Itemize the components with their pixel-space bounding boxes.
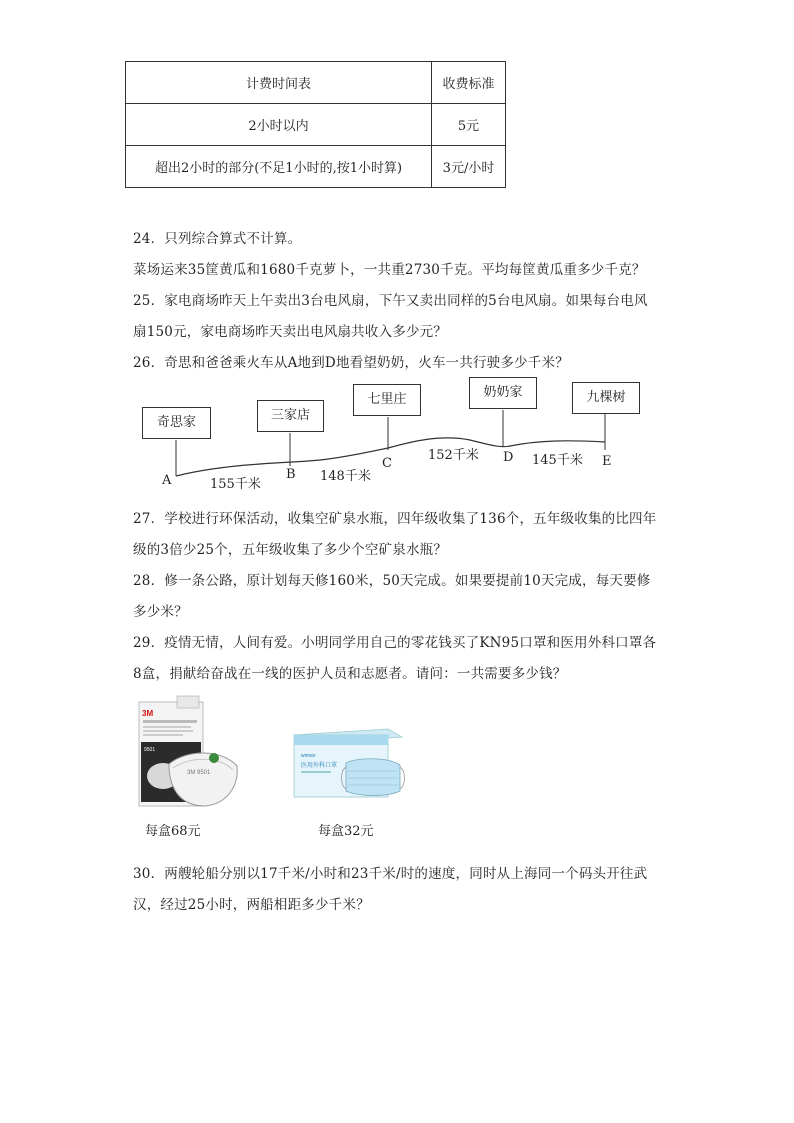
question-25-line1: 25．家电商场昨天上午卖出3台电风扇，下午又卖出同样的5台电风扇。如果每台电风 bbox=[133, 293, 648, 309]
distance-de: 145千米 bbox=[532, 453, 583, 468]
question-25-line2: 扇150元，家电商场昨天卖出电风扇共收入多少元？ bbox=[133, 324, 448, 340]
table-cell: 3元/小时 bbox=[432, 146, 506, 188]
point-e: E bbox=[602, 454, 612, 469]
question-29-line2: 8盒，捐献给奋战在一线的医护人员和志愿者。请问：一共需要多少钱？ bbox=[133, 666, 567, 682]
question-26: 26．奇思和爸爸乘火车从A地到D地看望奶奶，火车一共行驶多少千米？ bbox=[133, 355, 569, 371]
point-a: A bbox=[162, 473, 172, 488]
kn95-mask-image bbox=[127, 694, 242, 814]
question-28-line1: 28．修一条公路，原计划每天修160米，50天完成。如果要提前10天完成，每天要修 bbox=[133, 573, 651, 589]
question-29-line1: 29．疫情无情，人间有爱。小明同学用自己的零花钱买了KN95口罩和医用外科口罩各 bbox=[133, 635, 657, 651]
place-grandma-home: 奶奶家 bbox=[469, 377, 537, 409]
place-qilizhuang: 七里庄 bbox=[353, 384, 421, 416]
distance-cd: 152千米 bbox=[428, 448, 479, 463]
question-24-title: 24．只列综合算式不计算。 bbox=[133, 231, 302, 247]
question-30-line1: 30．两艘轮船分别以17千米/小时和23千米/时的速度，同时从上海同一个码头开往武 bbox=[133, 866, 648, 882]
distance-bc: 148千米 bbox=[320, 469, 371, 484]
svg-text:9501: 9501 bbox=[144, 747, 156, 753]
question-28-line2: 多少米？ bbox=[133, 604, 188, 620]
surgical-price: 每盒32元 bbox=[318, 824, 374, 839]
question-27-line2: 级的3倍少25个，五年级收集了多少个空矿泉水瓶？ bbox=[133, 542, 448, 558]
question-27-line1: 27．学校进行环保活动，收集空矿泉水瓶，四年级收集了136个，五年级收集的比四年 bbox=[133, 511, 657, 527]
svg-text:winner: winner bbox=[301, 753, 316, 759]
point-b: B bbox=[286, 467, 296, 482]
point-d: D bbox=[503, 450, 514, 465]
place-jiukeshu: 九棵树 bbox=[572, 382, 640, 414]
table-cell: 5元 bbox=[432, 104, 506, 146]
route-line bbox=[0, 0, 794, 520]
distance-ab: 155千米 bbox=[210, 477, 261, 492]
table-cell: 超出2小时的部分(不足1小时的,按1小时算) bbox=[126, 146, 432, 188]
svg-text:3M: 3M bbox=[142, 709, 154, 718]
point-c: C bbox=[382, 456, 392, 471]
kn95-price: 每盒68元 bbox=[145, 824, 201, 839]
question-30-line2: 汉，经过25小时，两船相距多少千米？ bbox=[133, 897, 370, 913]
table-header-cell: 收费标准 bbox=[432, 62, 506, 104]
table-cell: 2小时以内 bbox=[126, 104, 432, 146]
surgical-mask-image bbox=[288, 723, 408, 803]
place-qisi-home: 奇思家 bbox=[142, 407, 211, 439]
svg-text:医用外科口罩: 医用外科口罩 bbox=[301, 762, 338, 769]
question-24-body: 菜场运来35筐黄瓜和1680千克萝卜，一共重2730千克。平均每筐黄瓜重多少千克？ bbox=[133, 262, 646, 278]
place-sanjiadian: 三家店 bbox=[257, 400, 324, 432]
table-header-cell: 计费时间表 bbox=[126, 62, 432, 104]
svg-text:3M 9501: 3M 9501 bbox=[187, 770, 211, 776]
